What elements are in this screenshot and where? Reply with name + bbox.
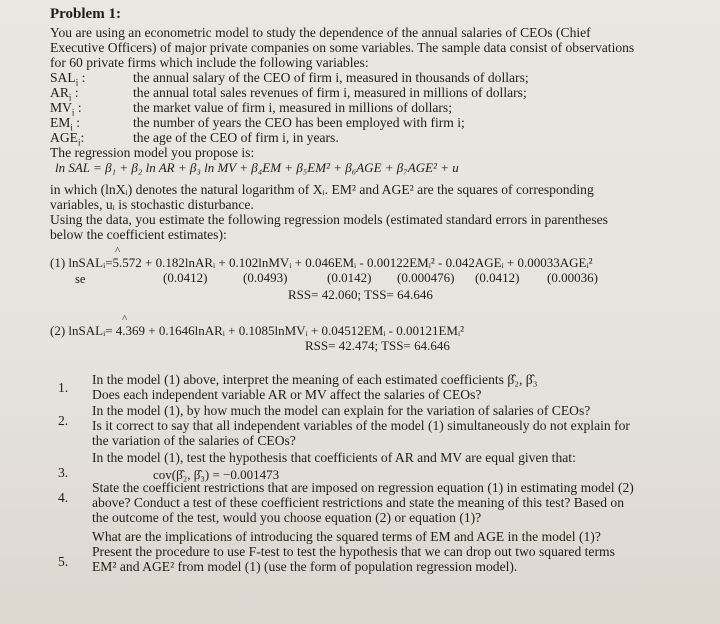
- var-desc-age: the age of the CEO of firm i, in years.: [133, 130, 339, 145]
- question-1-number: 1.: [58, 380, 69, 395]
- question-5-line-3: EM² and AGE² from model (1) (use the form of population regression model).: [92, 559, 518, 574]
- var-desc-ar: the annual total sales revenues of firm i, measured in millions of dollars;: [133, 85, 527, 100]
- model-1-equation: (1) lnSALᵢ=5.572 + 0.182lnARᵢ + 0.102lnMVᵢ + 0.046EMᵢ - 0.00122EMᵢ² - 0.042AGEᵢ + 0.00033AGEᵢ²: [50, 255, 593, 270]
- var-name-sal: $SAL_i$ :: [50, 70, 86, 88]
- question-4-number: 4.: [58, 490, 69, 505]
- model-1-se-5: (0.0412): [475, 270, 520, 285]
- model-2-equation: (2) lnSALᵢ= 4.369 + 0.1646lnARᵢ + 0.1085lnMVᵢ + 0.04512EMᵢ - 0.00121EMᵢ²: [50, 323, 464, 338]
- hat-mark-2: ^: [122, 313, 128, 325]
- question-3-line-1: In the model (1), test the hypothesis that coefficients of AR and MV are equal given that:: [92, 450, 576, 465]
- hat-mark-1: ^: [115, 245, 121, 257]
- model-2-rss: RSS= 42.474; TSS= 64.646: [305, 338, 450, 353]
- question-5-line-1: What are the implications of introducing the squared terms of EM and AGE in the model (1)?: [92, 529, 601, 544]
- model-1-se-4: (0.000476): [397, 270, 455, 285]
- question-4-line-1: State the coefficient restrictions that are imposed on regression equation (1) in estimating model (2): [92, 480, 634, 495]
- question-4-line-3: the outcome of the test, would you choose equation (2) or equation (1)?: [92, 510, 482, 525]
- intro-line-1: You are using an econometric model to study the dependence of the annual salaries of CEOs (Chief: [50, 25, 591, 40]
- question-5-line-2: Present the procedure to use F-test to test the hypothesis that we can drop out two squared terms: [92, 544, 615, 559]
- question-1-line-2: Does each independent variable AR or MV affect the salaries of CEOs?: [92, 387, 482, 402]
- model-1-se-1: (0.0412): [163, 270, 208, 285]
- problem-title: Problem 1:: [50, 6, 121, 22]
- model-1-se-2: (0.0493): [243, 270, 288, 285]
- intro-line-2: Executive Officers) of major private companies on some variables. The sample data consist of observations: [50, 40, 635, 55]
- question-2-line-2: Is it correct to say that all independent variables of the model (1) simultaneously do not explain for: [92, 418, 630, 433]
- intro-line-3: for 60 private firms which include the following variables:: [50, 55, 369, 70]
- question-5-number: 5.: [58, 554, 69, 569]
- question-2-line-1: In the model (1), by how much the model can explain for the variation of salaries of CEOs?: [92, 403, 591, 418]
- model-1-se-3: (0.0142): [327, 270, 372, 285]
- question-3-number: 3.: [58, 465, 69, 480]
- explain-line-2: variables, uᵢ is stochastic disturbance.: [50, 197, 254, 212]
- model-intro: The regression model you propose is:: [50, 145, 255, 160]
- explain-line-4: below the coefficient estimates):: [50, 227, 227, 242]
- var-name-age: $AGE_i$:: [50, 130, 85, 148]
- var-name-em: $EM_i$ :: [50, 115, 81, 133]
- explain-line-3: Using the data, you estimate the following regression models (estimated standard errors in parentheses: [50, 212, 608, 227]
- question-4-line-2: above? Conduct a test of these coefficient restrictions and state the meaning of this test? Based on: [92, 495, 625, 510]
- model-1-se-label: se: [75, 272, 86, 286]
- var-desc-mv: the market value of firm i, measured in millions of dollars;: [133, 100, 452, 115]
- var-desc-em: the number of years the CEO has been employed with firm i;: [133, 115, 465, 130]
- model-equation: ln SAL = β₁ + β₂ ln AR + β₃ ln MV + β₄EM + β₅EM² + β₆AGE + β₇AGE² + u: [55, 160, 459, 175]
- var-desc-sal: the annual salary of the CEO of firm i, measured in thousands of dollars;: [133, 70, 529, 85]
- question-2-line-3: the variation of the salaries of CEOs?: [92, 433, 296, 448]
- question-1-line-1: In the model (1) above, interpret the meaning of each estimated coefficients β̂₂, β̂₃: [92, 372, 538, 387]
- question-2-number: 2.: [58, 413, 69, 428]
- model-1-se-6: (0.00036): [547, 270, 598, 285]
- var-name-ar: $AR_i$ :: [50, 85, 79, 103]
- explain-line-1: in which (lnXᵢ) denotes the natural logarithm of Xᵢ. EM² and AGE² are the squares of corresponding: [50, 182, 594, 197]
- var-name-mv: $MV_i$ :: [50, 100, 82, 118]
- model-1-rss: RSS= 42.060; TSS= 64.646: [288, 287, 433, 302]
- question-3-line-2: cov(β̂₂, β̂₃) = −0.001473: [153, 467, 280, 482]
